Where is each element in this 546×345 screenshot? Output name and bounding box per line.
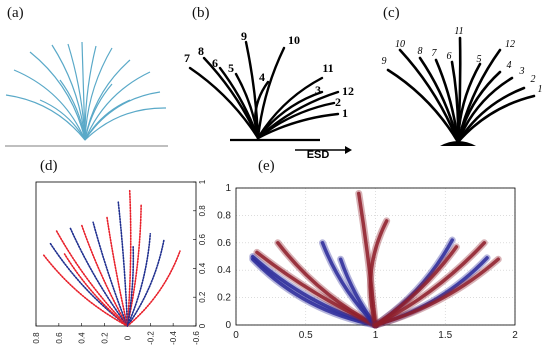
x-tick-label: 0 bbox=[123, 335, 133, 341]
branch-label-12: 12 bbox=[505, 39, 515, 50]
branch-label-6: 6 bbox=[446, 51, 452, 62]
panel-e-plot bbox=[217, 183, 518, 341]
x-tick-label: -0.4 bbox=[169, 331, 179, 345]
panel-d-plot bbox=[32, 179, 207, 345]
x-tick-label: 1.5 bbox=[438, 330, 453, 341]
x-tick-label: 0 bbox=[233, 330, 239, 341]
branch-label-1: 1 bbox=[537, 84, 543, 95]
branch-label-3: 3 bbox=[519, 66, 525, 77]
branch-label-10: 10 bbox=[288, 33, 300, 47]
y-tick-label: 0.6 bbox=[217, 237, 231, 249]
sketch-branch bbox=[258, 114, 338, 138]
branch-label-8: 8 bbox=[417, 46, 423, 57]
fan-curve bbox=[30, 52, 85, 140]
y-tick-label: 0 bbox=[198, 323, 207, 329]
panel-a-fan bbox=[5, 42, 168, 146]
panel-label-a: (a) bbox=[7, 5, 24, 21]
x-tick-label: 0.5 bbox=[298, 330, 313, 341]
x-tick-label: 0.8 bbox=[32, 332, 41, 344]
y-tick-label: 0.2 bbox=[198, 291, 207, 303]
sketch-branch bbox=[190, 68, 258, 138]
branch-label-7: 7 bbox=[184, 51, 190, 65]
branch-label-3: 3 bbox=[315, 83, 321, 97]
branch-label-5: 5 bbox=[476, 54, 482, 65]
panel-c-sketch bbox=[382, 26, 543, 146]
panel-b-sketch bbox=[184, 29, 354, 161]
sketch-branch bbox=[458, 38, 460, 142]
branch-label-11: 11 bbox=[322, 61, 334, 75]
branch-label-4: 4 bbox=[506, 60, 512, 71]
y-tick-label: 0.6 bbox=[198, 234, 207, 246]
branch-label-7: 7 bbox=[431, 48, 437, 59]
x-tick-label: 0.6 bbox=[54, 332, 64, 344]
branch-label-12: 12 bbox=[342, 84, 354, 98]
y-tick-label: 1 bbox=[225, 183, 231, 194]
panel-label-e: (e) bbox=[258, 158, 275, 174]
y-tick-label: 1 bbox=[198, 179, 207, 185]
esd-arrowhead bbox=[345, 146, 352, 154]
y-tick-label: 0.2 bbox=[217, 292, 231, 304]
branch-label-10: 10 bbox=[395, 39, 405, 50]
panel-label-d: (d) bbox=[40, 158, 58, 174]
sketch-branch bbox=[388, 70, 458, 142]
fan-curve bbox=[85, 60, 130, 140]
y-tick-label: 0 bbox=[225, 320, 231, 331]
branch-label-9: 9 bbox=[381, 56, 387, 67]
branch-label-5: 5 bbox=[228, 61, 234, 75]
branch-label-8: 8 bbox=[198, 44, 204, 58]
x-tick-label: 0.2 bbox=[100, 332, 110, 344]
x-tick-label: 0.4 bbox=[77, 332, 87, 344]
panel-label-c: (c) bbox=[383, 5, 400, 21]
y-tick-label: 0.8 bbox=[198, 205, 207, 217]
y-tick-label: 0.4 bbox=[217, 265, 231, 277]
x-tick-label: -0.2 bbox=[146, 331, 156, 345]
esd-label: ESD bbox=[306, 149, 330, 161]
trajectory-curve bbox=[82, 225, 128, 326]
y-tick-label: 0.8 bbox=[217, 210, 231, 222]
branch-label-2: 2 bbox=[335, 95, 341, 109]
panel-label-b: (b) bbox=[192, 5, 210, 21]
branch-label-4: 4 bbox=[259, 70, 265, 84]
x-tick-label: 1 bbox=[372, 330, 379, 341]
branch-label-11: 11 bbox=[454, 26, 464, 37]
branch-label-2: 2 bbox=[530, 74, 536, 85]
branch-label-1: 1 bbox=[342, 106, 348, 120]
branch-label-9: 9 bbox=[241, 29, 247, 43]
x-tick-label: -0.6 bbox=[192, 331, 201, 345]
y-tick-label: 0.4 bbox=[198, 262, 207, 274]
branch-label-6: 6 bbox=[212, 56, 218, 70]
x-tick-label: 2 bbox=[512, 330, 518, 341]
